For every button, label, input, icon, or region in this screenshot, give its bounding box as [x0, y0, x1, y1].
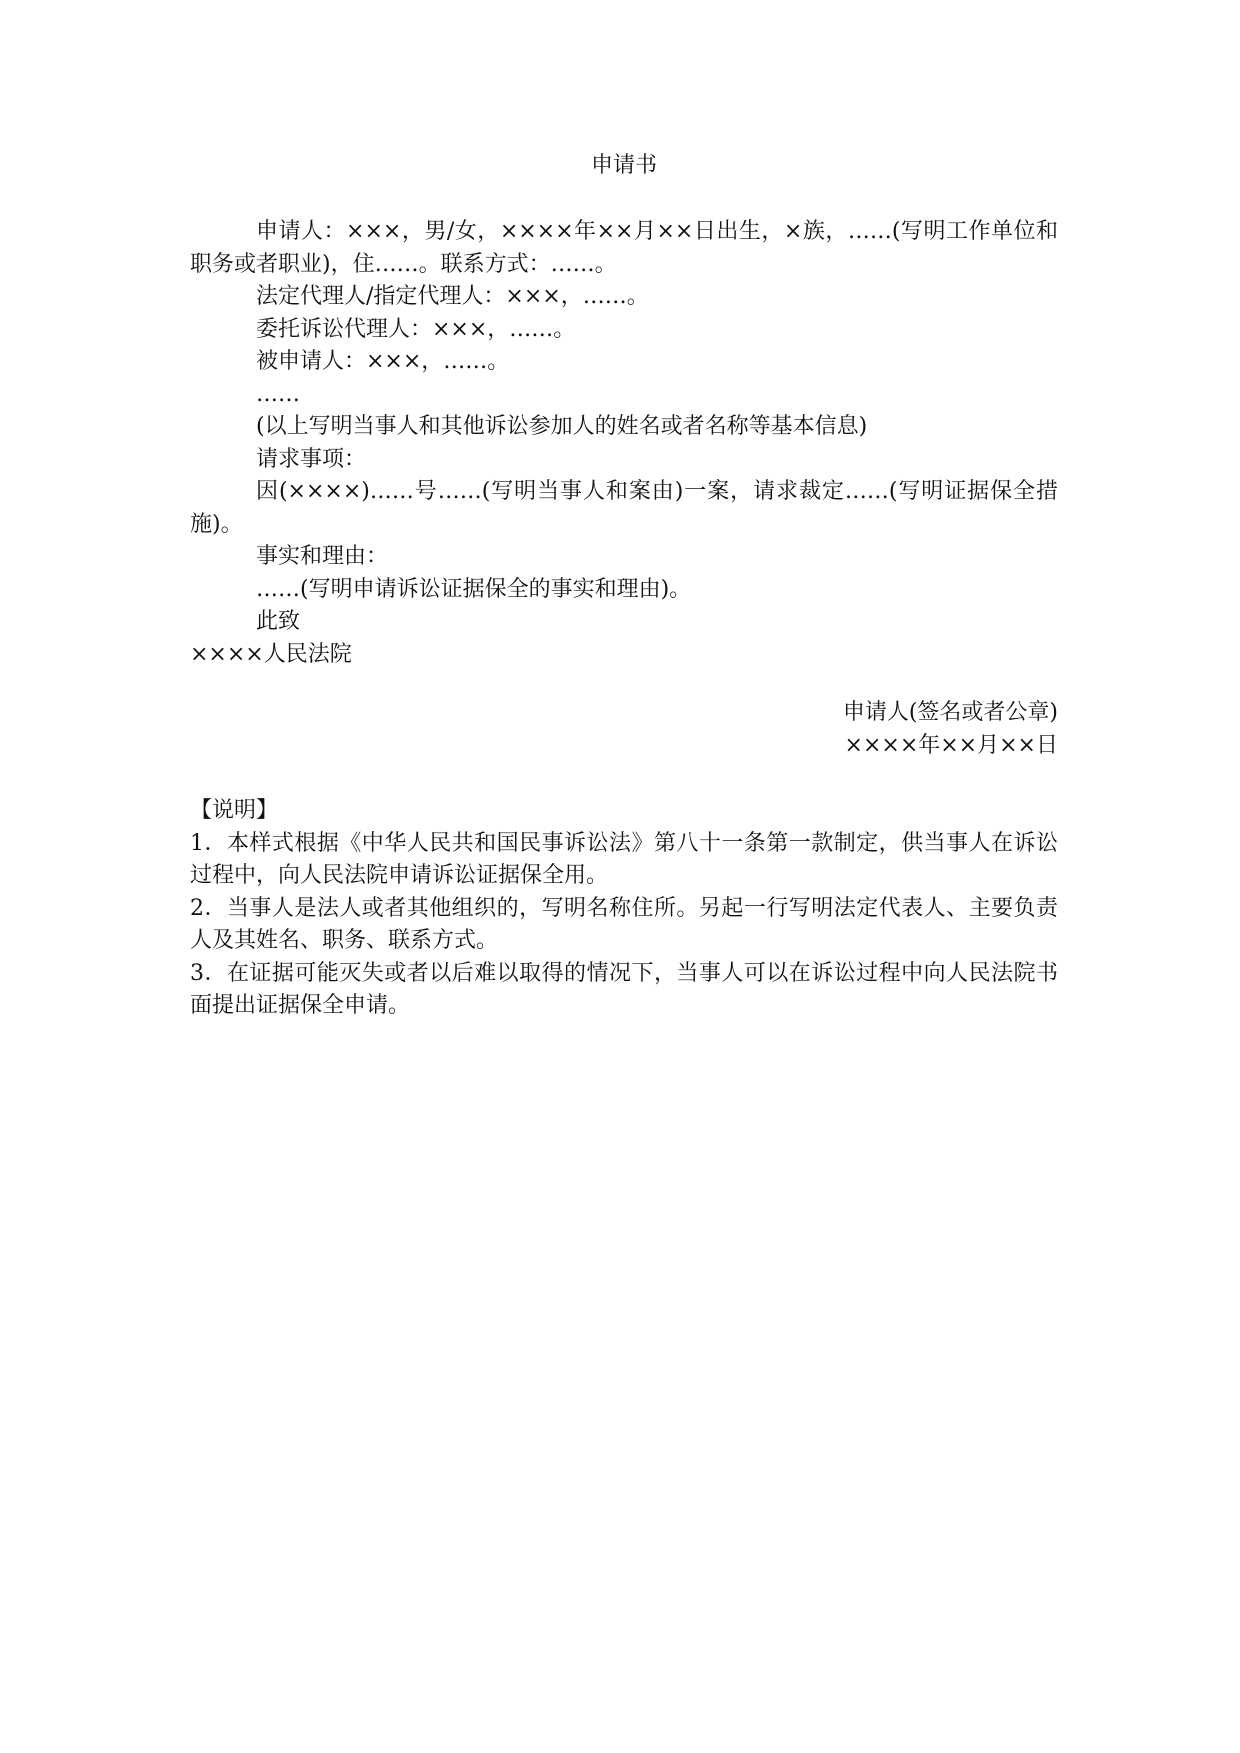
party-note: (以上写明当事人和其他诉讼参加人的姓名或者名称等基本信息) — [256, 414, 868, 439]
applicant-line: 申请人：×××，男/女，××××年××月××日出生，×族，……(写明工作单位和职务或者职业)，住……。联系方式：……。 — [190, 219, 1058, 277]
notes-heading: 【说明】 — [190, 798, 279, 823]
notes-section — [190, 795, 1058, 1023]
facts-body: ……(写明申请诉讼证据保全的事实和理由)。 — [256, 576, 692, 602]
signer-line: 申请人(签名或者公章) — [842, 700, 1058, 725]
signature-block — [190, 697, 1058, 762]
court-name: ××××人民法院 — [190, 641, 352, 667]
date-line: ××××年××月××日 — [844, 732, 1058, 758]
note-item: 1．本样式根据《中华人民共和国民事诉讼法》第八十一条第一款制定，供当事人在诉讼过程中，向人民法院申请诉讼证据保全用。 — [190, 830, 1058, 888]
entrusted-agent-line: 委托诉讼代理人：×××，……。 — [256, 316, 576, 342]
ellipsis-line: …… — [256, 381, 300, 407]
request-heading: 请求事项： — [256, 446, 367, 472]
facts-heading: 事实和理由： — [256, 544, 389, 569]
document-content — [190, 150, 1058, 1023]
respondent-line: 被申请人：×××，……。 — [256, 349, 510, 374]
legal-agent-line: 法定代理人/指定代理人：×××，……。 — [256, 284, 649, 309]
salutation: 此致 — [256, 609, 301, 634]
note-item: 3．在证据可能灭失或者以后难以取得的情况下，当事人可以在诉讼过程中向人民法院书面提出证据保全申请。 — [190, 960, 1058, 1018]
request-body: 因(××××)……号……(写明当事人和案由)一案，请求裁定……(写明证据保全措施)。 — [190, 479, 1058, 537]
note-item: 2．当事人是法人或者其他组织的，写明名称住所。另起一行写明法定代表人、主要负责人及其姓名、职务、联系方式。 — [190, 895, 1058, 953]
document-title: 申请书 — [590, 153, 657, 178]
